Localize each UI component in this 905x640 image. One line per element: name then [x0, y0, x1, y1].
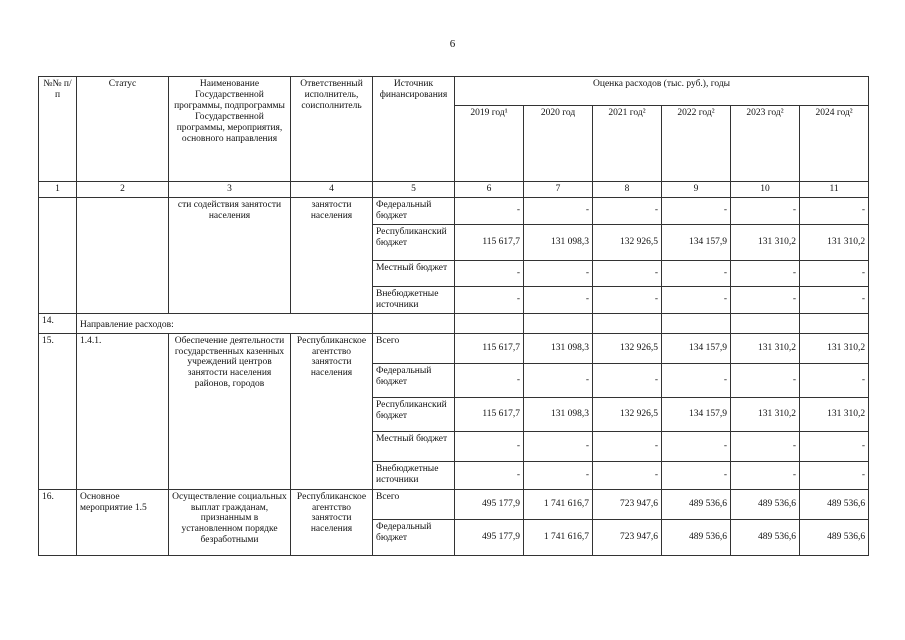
funding-source: Всего [373, 489, 455, 519]
column-number: 5 [373, 182, 455, 198]
column-number: 7 [524, 182, 593, 198]
value-cell: - [731, 431, 800, 461]
value-cell: 115 617,7 [455, 397, 524, 431]
value-cell: - [455, 260, 524, 286]
value-cell: - [800, 197, 869, 224]
value-cell: - [524, 363, 593, 397]
value-cell: - [455, 431, 524, 461]
value-cell: - [593, 197, 662, 224]
funding-source: Федеральный бюджет [373, 363, 455, 397]
funding-source: Внебюджетные источники [373, 461, 455, 489]
funding-source: Внебюджетные источники [373, 286, 455, 313]
value-cell: 131 310,2 [731, 224, 800, 260]
value-cell: 1 741 616,7 [524, 519, 593, 555]
value-cell: 495 177,9 [455, 519, 524, 555]
column-number: 4 [291, 182, 373, 198]
value-cell: - [593, 461, 662, 489]
value-cell: 132 926,5 [593, 224, 662, 260]
responsible-cell: Республиканское агентство занятости населения [291, 489, 373, 555]
value-cell: 131 310,2 [731, 397, 800, 431]
value-cell: 131 098,3 [524, 397, 593, 431]
value-cell: - [800, 286, 869, 313]
header-source: Источник финансирования [373, 77, 455, 182]
value-cell: - [731, 197, 800, 224]
funding-source: Местный бюджет [373, 260, 455, 286]
header-estimate: Оценка расходов (тыс. руб.), годы [455, 77, 869, 106]
value-cell: - [524, 197, 593, 224]
column-number: 8 [593, 182, 662, 198]
value-cell: 495 177,9 [455, 489, 524, 519]
value-cell: 489 536,6 [662, 519, 731, 555]
value-cell: - [731, 461, 800, 489]
value-cell: 489 536,6 [800, 519, 869, 555]
table-row [39, 313, 869, 333]
value-cell: - [593, 260, 662, 286]
value-cell: 723 947,6 [593, 519, 662, 555]
value-cell: - [593, 431, 662, 461]
value-cell: - [662, 363, 731, 397]
funding-source: Всего [373, 333, 455, 363]
column-number: 2 [77, 182, 169, 198]
value-cell: 134 157,9 [662, 224, 731, 260]
header-status: Статус [77, 77, 169, 182]
value-cell: 132 926,5 [593, 397, 662, 431]
table-row [39, 197, 869, 224]
value-cell: 134 157,9 [662, 397, 731, 431]
header-year: 2021 год² [593, 106, 662, 182]
value-cell: 489 536,6 [731, 519, 800, 555]
value-cell: 131 310,2 [800, 333, 869, 363]
status-cell: Основное мероприятие 1.5 [77, 489, 169, 555]
value-cell: 115 617,7 [455, 224, 524, 260]
header-name: Наименование Государственной программы, подпрограммы Государственной программы, мероприятия, основного направления [169, 77, 291, 182]
value-cell: - [800, 363, 869, 397]
value-cell: - [662, 461, 731, 489]
value-cell: - [524, 260, 593, 286]
expenditure-table [38, 76, 869, 556]
header-year: 2024 год² [800, 106, 869, 182]
value-cell: - [455, 286, 524, 313]
value-cell: 489 536,6 [800, 489, 869, 519]
value-cell: 131 098,3 [524, 333, 593, 363]
header-year: 2022 год² [662, 106, 731, 182]
table-row [39, 333, 869, 363]
row-number: 16. [39, 489, 77, 555]
header-year: 2019 год¹ [455, 106, 524, 182]
value-cell: - [455, 197, 524, 224]
value-cell: - [524, 286, 593, 313]
value-cell: - [800, 431, 869, 461]
measure-name: Обеспечение деятельности государственных казенных учреждений центров занятости населения районов, городов [169, 333, 291, 489]
column-number: 11 [800, 182, 869, 198]
column-number: 10 [731, 182, 800, 198]
responsible-cell: занятости населения [291, 197, 373, 313]
column-number: 6 [455, 182, 524, 198]
status-cell: 1.4.1. [77, 333, 169, 489]
value-cell: - [662, 431, 731, 461]
value-cell: - [731, 363, 800, 397]
value-cell: - [524, 461, 593, 489]
header-num: №№ п/п [39, 77, 77, 182]
value-cell: - [731, 260, 800, 286]
funding-source: Федеральный бюджет [373, 519, 455, 555]
header-year: 2023 год² [731, 106, 800, 182]
measure-name: Осуществление социальных выплат гражданам, признанным в установленном порядке безработными [169, 489, 291, 555]
value-cell: 131 310,2 [731, 333, 800, 363]
value-cell: 134 157,9 [662, 333, 731, 363]
value-cell: 132 926,5 [593, 333, 662, 363]
value-cell: 1 741 616,7 [524, 489, 593, 519]
column-number: 1 [39, 182, 77, 198]
value-cell: 131 310,2 [800, 224, 869, 260]
row-number: 14. [39, 313, 77, 333]
responsible-cell: Республиканское агентство занятости населения [291, 333, 373, 489]
row-number: 15. [39, 333, 77, 489]
value-cell: 115 617,7 [455, 333, 524, 363]
value-cell: - [593, 286, 662, 313]
page-number: 6 [449, 38, 456, 50]
value-cell: - [662, 286, 731, 313]
value-cell: - [662, 260, 731, 286]
value-cell: 723 947,6 [593, 489, 662, 519]
value-cell: 131 098,3 [524, 224, 593, 260]
header-responsible: Ответственный исполнитель, соисполнитель [291, 77, 373, 182]
value-cell: - [593, 363, 662, 397]
column-number: 9 [662, 182, 731, 198]
section-heading: Направление расходов: [77, 313, 373, 333]
value-cell: - [731, 286, 800, 313]
value-cell: 489 536,6 [662, 489, 731, 519]
column-number: 3 [169, 182, 291, 198]
value-cell: - [800, 260, 869, 286]
value-cell: - [524, 431, 593, 461]
funding-source: Республиканский бюджет [373, 224, 455, 260]
funding-source: Республиканский бюджет [373, 397, 455, 431]
measure-name: сти содействия занятости населения [169, 197, 291, 313]
funding-source: Федеральный бюджет [373, 197, 455, 224]
value-cell: - [800, 461, 869, 489]
value-cell: 131 310,2 [800, 397, 869, 431]
value-cell: - [455, 461, 524, 489]
value-cell: 489 536,6 [731, 489, 800, 519]
value-cell: - [455, 363, 524, 397]
header-year: 2020 год [524, 106, 593, 182]
value-cell: - [662, 197, 731, 224]
funding-source: Местный бюджет [373, 431, 455, 461]
table-row [39, 489, 869, 519]
